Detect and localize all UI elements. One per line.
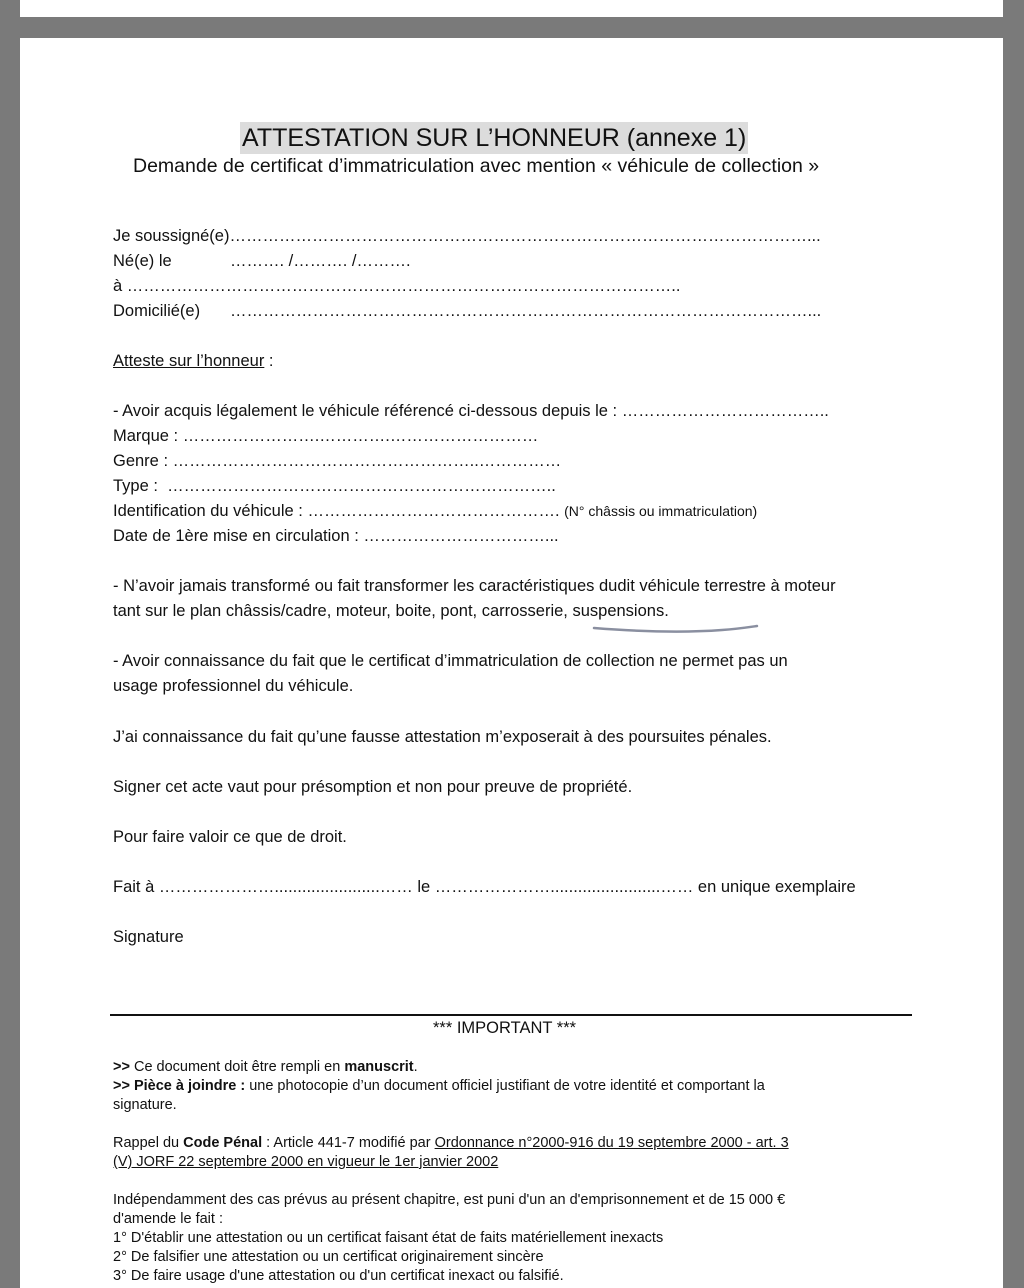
piece-bold: Pièce à joindre : — [133, 1078, 246, 1094]
rappel-line-1 — [113, 1134, 789, 1153]
penal-item-3: 3° De faire usage d'une attestation ou d'un certificat inexact ou falsifié. — [113, 1268, 564, 1284]
ne-le-label: Né(e) le — [113, 252, 172, 270]
arrow-marker: >> — [113, 1059, 134, 1075]
connaissance-line-1: - Avoir connaissance du fait que le certificat d’immatriculation de collection ne permet pas un — [113, 652, 788, 670]
faire-valoir-line: Pour faire valoir ce que de droit. — [113, 828, 347, 846]
rappel-mid: : Article 441-7 modifié par — [262, 1135, 435, 1151]
identification-line — [113, 500, 757, 522]
signer-line: Signer cet acte vaut pour présomption et non pour preuve de propriété. — [113, 778, 633, 796]
previous-page-edge — [20, 0, 1003, 17]
atteste-heading — [113, 350, 274, 372]
fausse-attestation-line: J’ai connaissance du fait qu’une fausse attestation m’exposerait à des poursuites pénales. — [113, 728, 772, 746]
piece-text: une photocopie d’un document officiel justifiant de votre identité et comportant la — [245, 1078, 765, 1094]
penal-line-1: Indépendamment des cas prévus au présent chapitre, est puni d'un an d'emprisonnement et de 15 000 € — [113, 1192, 786, 1208]
fait-a-line: Fait à ………………….......................…… le …………………........................…… en unique exemplaire — [113, 878, 856, 896]
acquis-line: - Avoir acquis légalement le véhicule référencé ci-dessous depuis le : ……………………………….. — [113, 402, 829, 420]
important-heading: *** IMPORTANT *** — [433, 1019, 577, 1037]
lieu-naissance-line: à ……………………………………………………………………………………….. — [113, 277, 681, 295]
identification-text: Identification du véhicule : ………………………………………. — [113, 502, 565, 520]
manuscrit-end: . — [413, 1059, 418, 1075]
domicilie-label: Domicilié(e) — [113, 302, 201, 320]
piece-line-2: signature. — [113, 1097, 177, 1113]
ordonnance-link[interactable]: Ordonnance n°2000-916 du 19 septembre 2000 - art. 3 — [434, 1135, 789, 1151]
type-line: Type : …………………………………………………………….. — [113, 477, 556, 495]
genre-line: Genre : ………………………………………………..…………… — [113, 452, 562, 470]
marque-line: Marque : …………………….………….……………………… — [113, 427, 539, 445]
code-penal-bold: Code Pénal — [183, 1135, 263, 1151]
document-page — [20, 38, 1003, 1288]
separator-rule — [110, 1014, 912, 1016]
penal-line-2: d'amende le fait : — [113, 1211, 223, 1227]
soussigne-line: Je soussigné(e)……………………………………………………………………………………………... — [113, 227, 821, 245]
ne-le-dots: ………. /………. /………. — [230, 252, 411, 270]
rappel-pre: Rappel du — [113, 1135, 184, 1151]
document-title: ATTESTATION SUR L’HONNEUR (annexe 1) — [242, 124, 747, 152]
connaissance-line-2: usage professionnel du véhicule. — [113, 677, 354, 695]
atteste-suffix: : — [264, 352, 274, 370]
manuscrit-bold: manuscrit — [344, 1059, 414, 1075]
manuscrit-line — [113, 1058, 418, 1077]
piece-line-1 — [113, 1077, 765, 1096]
identification-note: (N° châssis ou immatriculation) — [564, 503, 758, 519]
arrow-marker: >> — [113, 1078, 134, 1094]
pen-underline-mark — [592, 621, 762, 635]
manuscrit-text: Ce document doit être rempli en — [133, 1059, 345, 1075]
penal-item-2: 2° De falsifier une attestation ou un certificat originairement sincère — [113, 1249, 544, 1265]
ordonnance-link-continued[interactable]: (V) JORF 22 septembre 2000 en vigueur le 1er janvier 2002 — [113, 1154, 499, 1170]
transforme-line-2: tant sur le plan châssis/cadre, moteur, boite, pont, carrosserie, suspensions. — [113, 602, 669, 620]
document-subtitle: Demande de certificat d’immatriculation avec mention « véhicule de collection » — [133, 155, 820, 177]
date-circulation-line: Date de 1ère mise en circulation : ……………………………... — [113, 527, 559, 545]
atteste-label: Atteste sur l’honneur — [113, 352, 265, 370]
domicilie-dots: ……………………………………………………………………………………………... — [230, 302, 822, 320]
transforme-line-1: - N’avoir jamais transformé ou fait transformer les caractéristiques dudit véhicule terrestre à moteur — [113, 577, 836, 595]
penal-item-1: 1° D'établir une attestation ou un certificat faisant état de faits matériellement inexacts — [113, 1230, 664, 1246]
signature-label: Signature — [113, 928, 184, 946]
